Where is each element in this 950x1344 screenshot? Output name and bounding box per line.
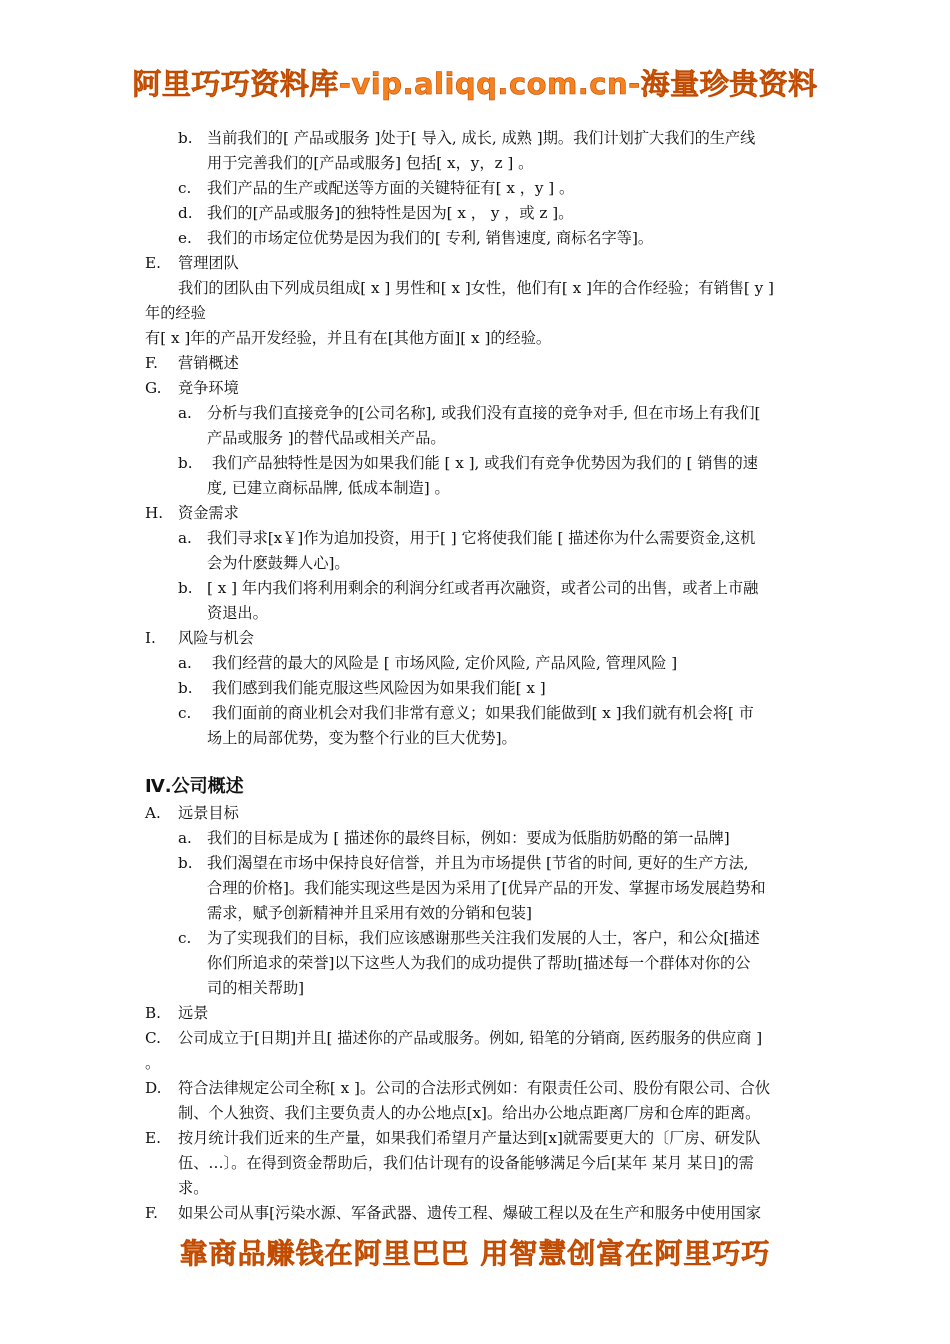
doc-line (145, 501, 807, 526)
doc-line (145, 526, 807, 551)
line-text: 符合法律规定公司全称[ x ]。公司的合法形式例如：有限责任公司、股份有限公司、合伙 (178, 1079, 771, 1097)
doc-line (145, 1076, 807, 1101)
line-text: 司的相关帮助] (207, 979, 305, 997)
line-text: 如果公司从事[污染水源、军备武器、遗传工程、爆破工程以及在生产和服务中使用国家 (178, 1204, 762, 1222)
doc-line (145, 276, 807, 301)
list-marker: b. (178, 579, 193, 597)
list-marker: F. (145, 354, 158, 372)
list-marker: C. (145, 1029, 161, 1047)
section-heading (145, 773, 807, 801)
doc-line (145, 626, 807, 651)
line-text: 伍、…〕。在得到资金帮助后，我们估计现有的设备能够满足今后[某年 某月 某日]的需 (178, 1154, 754, 1172)
line-text: 我们的[产品或服务]的独特性是因为[ x ， y ，或 z ]。 (207, 204, 574, 222)
line-text: 管理团队 (178, 254, 239, 272)
list-marker: G. (145, 379, 162, 397)
line-text: 会为什麽鼓舞人心]。 (207, 554, 350, 572)
doc-line (145, 301, 807, 326)
document-body (145, 126, 807, 1226)
list-marker: F. (145, 1204, 158, 1222)
line-text: 我们面前的商业机会对我们非常有意义；如果我们能做到[ x ]我们就有机会将[ 市 (207, 704, 754, 722)
line-text: 风险与机会 (178, 629, 254, 647)
list-marker: a. (178, 529, 192, 547)
list-marker: a. (178, 654, 192, 672)
list-marker: e. (178, 229, 192, 247)
list-marker: H. (145, 504, 164, 522)
doc-line (145, 1201, 807, 1226)
line-text: 我们寻求[x￥]作为追加投资，用于[ ] 它将使我们能 [ 描述你为什么需要资金,这机 (207, 529, 756, 547)
line-text: 资金需求 (178, 504, 239, 522)
doc-line (145, 851, 807, 876)
line-text: 我们的目标是成为 [ 描述你的最终目标，例如：要成为低脂肪奶酪的第一品牌] (207, 829, 730, 847)
doc-line (145, 126, 807, 151)
line-text: 合理的价格]。我们能实现这些是因为采用了[优异产品的开发、掌握市场发展趋势和 (207, 879, 766, 897)
line-text: 场上的局部优势，变为整个行业的巨大优势]。 (207, 729, 517, 747)
line-text: 按月统计我们近来的生产量，如果我们希望月产量达到[x]就需要更大的〔厂房、研发队 (178, 1129, 761, 1147)
list-marker: b. (178, 454, 193, 472)
doc-line (145, 176, 807, 201)
list-marker: E. (145, 254, 161, 272)
line-text: 远景 (178, 1004, 209, 1022)
list-marker: D. (145, 1079, 162, 1097)
doc-line (145, 326, 807, 351)
doc-line (145, 476, 807, 501)
doc-line (145, 201, 807, 226)
line-text: 我们的市场定位优势是因为我们的[ 专利, 销售速度, 商标名字等]。 (207, 229, 654, 247)
doc-line (145, 1151, 807, 1176)
line-text: 我们产品的生产或配送等方面的关键特征有[ x ，y ] 。 (207, 179, 575, 197)
line-text: 我们的团队由下列成员组成[ x ] 男性和[ x ]女性，他们有[ x ]年的合作经验；有销售[ y ] (178, 279, 774, 297)
doc-line (145, 901, 807, 926)
doc-line (145, 676, 807, 701)
line-text: 。 (145, 1054, 161, 1072)
doc-line (145, 1026, 807, 1051)
line-text: 公司成立于[日期]并且[ 描述你的产品或服务。例如, 铅笔的分销商, 医药服务的供应商 ] (178, 1029, 763, 1047)
doc-line (145, 251, 807, 276)
line-text: Ⅳ.公司概述 (145, 776, 244, 797)
doc-line (145, 1001, 807, 1026)
doc-line (145, 1126, 807, 1151)
list-marker: b. (178, 679, 193, 697)
line-text: 度, 已建立商标品牌, 低成本制造] 。 (207, 479, 450, 497)
doc-line (145, 1101, 807, 1126)
line-text: 用于完善我们的[产品或服务] 包括[ x，y，z ] 。 (207, 154, 534, 172)
doc-line (145, 651, 807, 676)
line-text: 分析与我们直接竞争的[公司名称], 或我们没有直接的竞争对手, 但在市场上有我们[ (207, 404, 761, 422)
list-marker: a. (178, 829, 192, 847)
doc-line (145, 951, 807, 976)
line-text: 年的经验 (145, 304, 206, 322)
doc-line (145, 401, 807, 426)
line-text: 我们经营的最大的风险是 [ 市场风险, 定价风险, 产品风险, 管理风险 ] (207, 654, 678, 672)
line-text: 我们感到我们能克服这些风险因为如果我们能[ x ] (207, 679, 546, 697)
header-watermark-banner: 阿里巧巧资料库-vip.aliqq.com.cn-海量珍贵资料 (132, 67, 818, 101)
list-marker: c. (178, 929, 192, 947)
list-marker: B. (145, 1004, 161, 1022)
doc-line (145, 926, 807, 951)
doc-line (145, 726, 807, 751)
doc-line (145, 551, 807, 576)
doc-line (145, 376, 807, 401)
footer-watermark-banner: 靠商品赚钱在阿里巴巴 用智慧创富在阿里巧巧 (179, 1237, 771, 1270)
line-text: 求。 (178, 1179, 209, 1197)
doc-line (145, 701, 807, 726)
line-text: 竞争环境 (178, 379, 239, 397)
doc-line (145, 826, 807, 851)
doc-line (145, 876, 807, 901)
list-marker: E. (145, 1129, 161, 1147)
list-marker: d. (178, 204, 193, 222)
doc-line (145, 976, 807, 1001)
line-text: [ x ] 年内我们将利用剩余的利润分红或者再次融资，或者公司的出售，或者上市融 (207, 579, 759, 597)
list-marker: c. (178, 704, 192, 722)
doc-line (145, 351, 807, 376)
doc-line (145, 576, 807, 601)
spacer (145, 751, 807, 773)
line-text: 制、个人独资、我们主要负责人的办公地点[x]。给出办公地点距离厂房和仓库的距离。 (178, 1104, 761, 1122)
doc-line (145, 226, 807, 251)
doc-line (145, 426, 807, 451)
doc-line (145, 801, 807, 826)
line-text: 远景目标 (178, 804, 239, 822)
line-text: 营销概述 (178, 354, 239, 372)
list-marker: b. (178, 129, 193, 147)
doc-line (145, 1051, 807, 1076)
line-text: 当前我们的[ 产品或服务 ]处于[ 导入, 成长, 成熟 ]期。我们计划扩大我们的生产线 (207, 129, 756, 147)
list-marker: b. (178, 854, 193, 872)
list-marker: a. (178, 404, 192, 422)
doc-line (145, 1176, 807, 1201)
line-text: 我们产品独特性是因为如果我们能 [ x ], 或我们有竞争优势因为我们的 [ 销售的速 (207, 454, 758, 472)
line-text: 为了实现我们的目标，我们应该感谢那些关注我们发展的人士，客户，和公众[描述 (207, 929, 760, 947)
line-text: 你们所追求的荣誉]以下这些人为我们的成功提供了帮助[描述每一个群体对你的公 (207, 954, 751, 972)
doc-line (145, 451, 807, 476)
line-text: 有[ x ]年的产品开发经验，并且有在[其他方面][ x ]的经验。 (145, 329, 552, 347)
doc-line (145, 601, 807, 626)
line-text: 我们渴望在市场中保持良好信誉，并且为市场提供 [节省的时间, 更好的生产方法, (207, 854, 749, 872)
doc-line (145, 151, 807, 176)
list-marker: c. (178, 179, 192, 197)
line-text: 需求，赋予创新精神并且采用有效的分销和包装] (207, 904, 532, 922)
line-text: 资退出。 (207, 604, 268, 622)
line-text: 产品或服务 ]的替代品或相关产品。 (207, 429, 446, 447)
list-marker: I. (145, 629, 156, 647)
list-marker: A. (145, 804, 161, 822)
